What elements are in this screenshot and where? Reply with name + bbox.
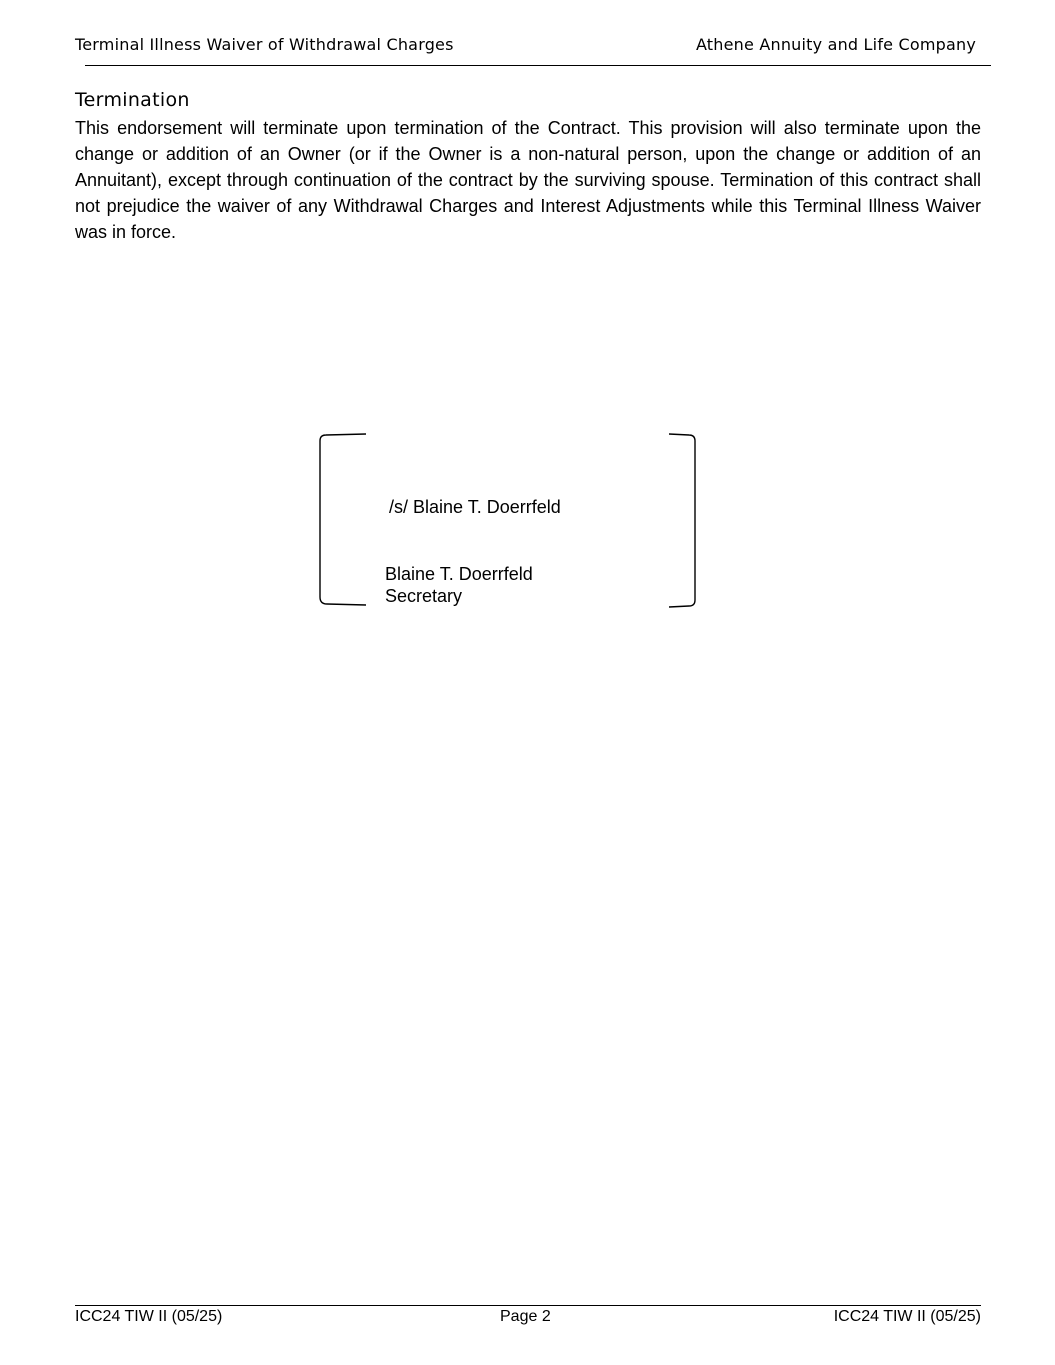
signature-line: /s/ Blaine T. Doerrfeld <box>389 497 561 517</box>
section-body: This endorsement will terminate upon termination of the Contract. This provision will also terminate upon the change or addition of an Owner (or if the Owner is a non-natural person, upon the change or addition of an Annuitant), except through continuation of the contract by the surviving spouse. Termination of this contract shall not prejudice the waiver of any Withdrawal Charges and Interest Adjustments while this Terminal Illness Waiver was in force. <box>75 118 981 242</box>
section-title: Termination <box>75 89 190 111</box>
signer-title: Secretary <box>385 586 463 606</box>
page-header <box>75 35 976 57</box>
footer-form-code-right: ICC24 TIW II (05/25) <box>833 1308 981 1325</box>
header-company-name: Athene Annuity and Life Company <box>695 35 976 54</box>
header-divider <box>85 65 991 66</box>
header-document-title: Terminal Illness Waiver of Withdrawal Charges <box>75 35 454 54</box>
signer-name: Blaine T. Doerrfeld <box>385 564 533 584</box>
left-bracket <box>320 434 366 605</box>
footer-page-number: Page 2 <box>500 1308 551 1325</box>
footer-divider <box>75 1305 981 1306</box>
footer-form-code-left: ICC24 TIW II (05/25) <box>75 1308 223 1325</box>
page-footer <box>75 1308 981 1330</box>
right-bracket <box>669 434 695 607</box>
